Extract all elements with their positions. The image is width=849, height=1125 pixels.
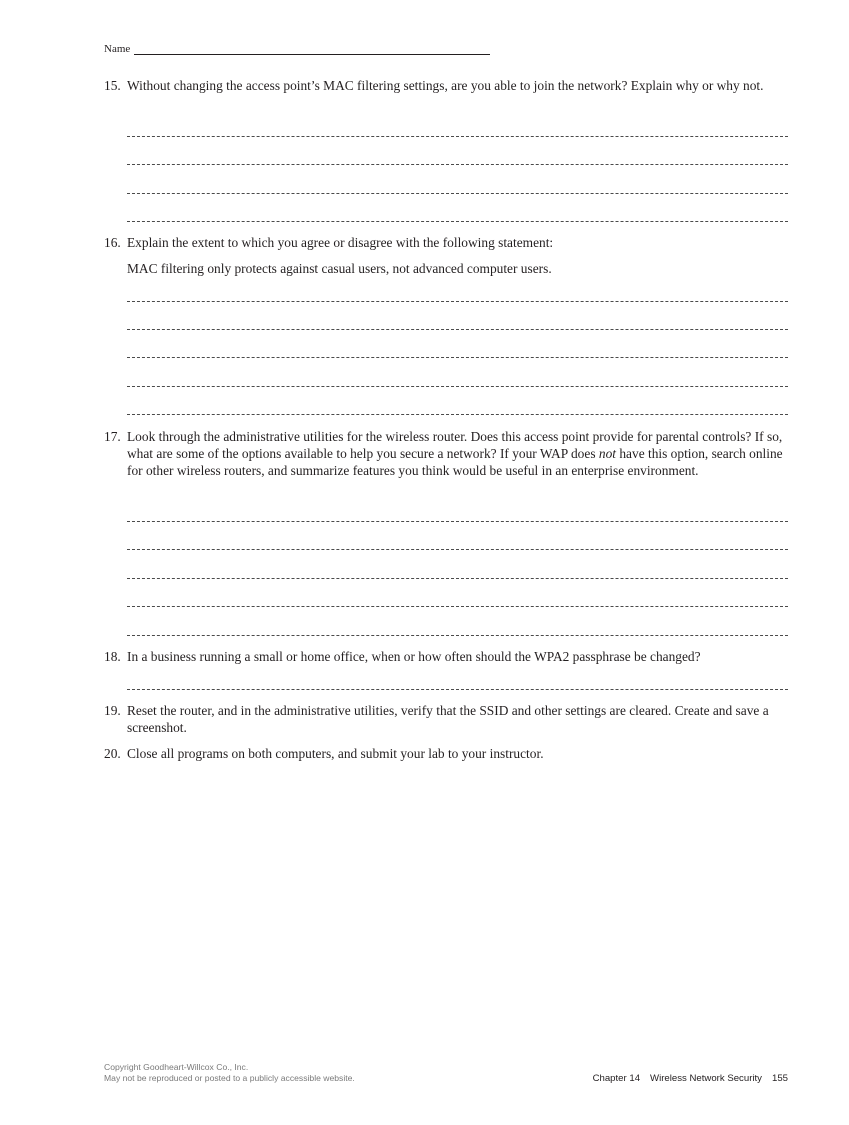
answer-line[interactable]	[127, 221, 788, 222]
question-statement: MAC filtering only protects against casual users, not advanced computer users.	[127, 261, 552, 276]
question-15	[104, 77, 794, 94]
name-field[interactable]	[104, 43, 490, 55]
answer-line[interactable]	[127, 386, 788, 387]
emphasis-text: not	[598, 446, 617, 461]
name-label: Name	[104, 43, 131, 55]
answer-line[interactable]	[127, 635, 788, 636]
question-text	[127, 428, 794, 479]
question-number: 15.	[104, 78, 121, 93]
question-text: In a business running a small or home office, when or how often should the WPA2 passphrase be changed?	[127, 649, 701, 664]
question-text: Reset the router, and in the administrative utilities, verify that the SSID and other settings are cleared. Create and save a screenshot.	[127, 703, 769, 735]
chapter-title: Wireless Network Security	[650, 1073, 762, 1084]
name-input-line[interactable]	[134, 44, 490, 55]
question-text: Without changing the access point’s MAC filtering settings, are you able to join the network? Explain why or why not.	[127, 78, 764, 93]
chapter-label: Chapter 14	[592, 1073, 641, 1084]
question-number: 20.	[104, 746, 121, 761]
copyright-line-1: Copyright Goodheart-Willcox Co., Inc.	[104, 1062, 249, 1072]
answer-line[interactable]	[127, 606, 788, 607]
question-text: Explain the extent to which you agree or disagree with the following statement:	[127, 235, 554, 250]
question-17	[104, 428, 794, 479]
answer-line[interactable]	[127, 164, 788, 165]
answer-line[interactable]	[127, 521, 788, 522]
answer-line[interactable]	[127, 301, 788, 302]
question-19	[104, 702, 794, 736]
question-number: 17.	[104, 429, 121, 444]
question-number: 18.	[104, 649, 121, 664]
question-text-part: Look through the administrative utilities for the wireless router. Does this access point provide for parental controls? If so, what are some of the options available to help you secure a network? If your WAP does	[127, 429, 783, 461]
question-18	[104, 648, 794, 665]
question-16	[104, 234, 794, 251]
answer-line[interactable]	[127, 136, 788, 137]
page-footer	[593, 1073, 788, 1084]
answer-line[interactable]	[127, 193, 788, 194]
copyright-line-2: May not be reproduced or posted to a publicly accessible website.	[104, 1073, 355, 1083]
question-number: 19.	[104, 703, 121, 718]
answer-line[interactable]	[127, 414, 788, 415]
answer-line[interactable]	[127, 578, 788, 579]
question-number: 16.	[104, 235, 121, 250]
question-20	[104, 745, 794, 762]
answer-line[interactable]	[127, 357, 788, 358]
copyright-notice	[104, 1062, 355, 1084]
page-number: 155	[771, 1073, 788, 1084]
answer-line[interactable]	[127, 689, 788, 690]
answer-line[interactable]	[127, 329, 788, 330]
question-text-part: have this option, search online for other wireless routers, and summarize features you think would be useful in an enterprise environment.	[127, 446, 783, 478]
answer-line[interactable]	[127, 549, 788, 550]
question-text: Close all programs on both computers, and submit your lab to your instructor.	[127, 746, 544, 761]
